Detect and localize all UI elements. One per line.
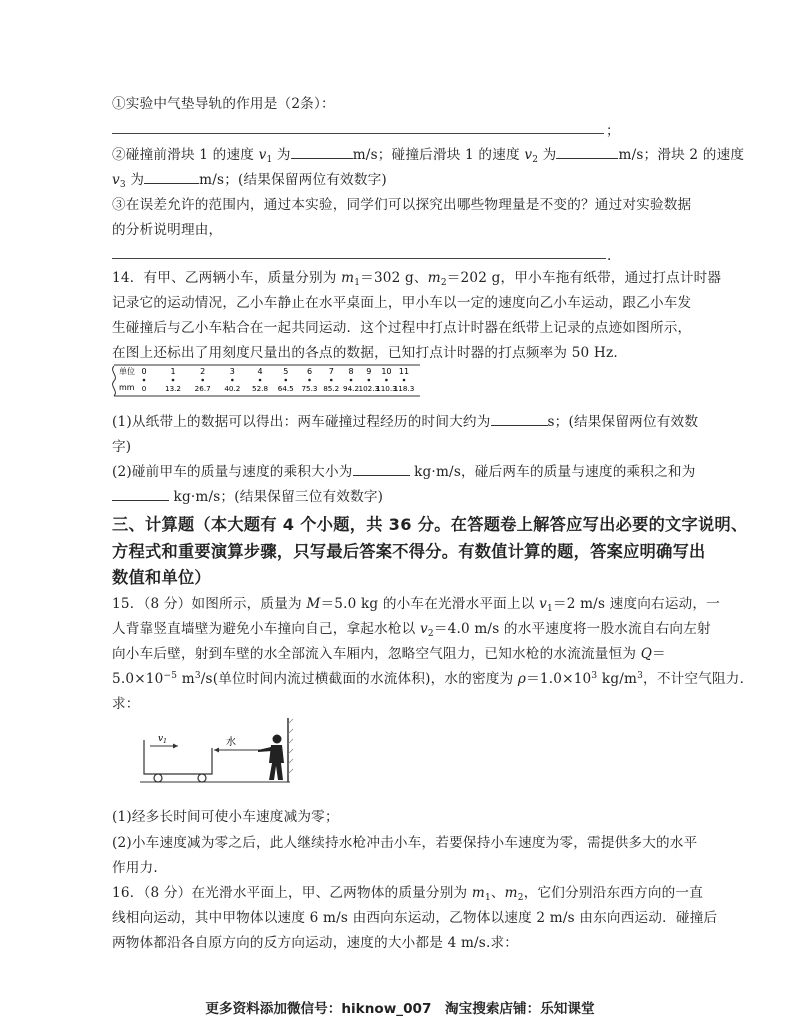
tape-point-index: 0 — [141, 367, 147, 376]
q15-line1: 15．（8 分）如图所示，质量为 M＝5.0 kg 的小车在光滑水平面上以 $v_1=2$ m/s 速度向右运动，一 — [112, 596, 721, 614]
tape-dot — [385, 379, 388, 382]
tape-point-value: 94.2 — [343, 384, 360, 393]
tape-dot — [201, 379, 204, 382]
tape-dot — [350, 379, 353, 382]
answer-blank-line — [112, 133, 604, 134]
tape-tear-edge — [113, 366, 116, 396]
q13-part3-line2: 的分析说明理由， — [112, 222, 223, 238]
answer-blank — [291, 146, 353, 159]
q13-part3-line1: ③在误差允许的范围内，通过本实验，同学们可以探究出哪些物理量是不变的？通过对实验数据 — [112, 197, 692, 213]
q13-part1-end: ； — [606, 123, 620, 139]
section-heading-line3: 数值和单位） — [112, 568, 211, 587]
tape-point-index: 7 — [328, 367, 334, 376]
velocity-arrowhead — [173, 744, 178, 749]
tape-point-index: 4 — [257, 367, 263, 376]
q14-sub1-line1: (1)从纸带上的数据可以得出：两车碰撞过程经历的时间大约为 s；(结果保留两位有效数 — [112, 414, 699, 430]
tape-dot — [368, 379, 371, 382]
tape-dot — [143, 379, 146, 382]
q15-sub1: (1)经多长时间可使小车速度减为零； — [112, 809, 339, 825]
tape-point-value: 13.2 — [165, 384, 182, 393]
tape-dot — [330, 379, 333, 382]
q14-line3: 生碰撞后与乙小车粘合在一起共同运动．这个过程中打点计时器在纸带上记录的点迹如图所示， — [112, 320, 692, 336]
answer-blank — [491, 413, 548, 426]
tape-point-value: 110.3 — [376, 384, 397, 393]
q13-part2-line2: $v_3$ 为 m/s；(结果保留两位有效数字) — [112, 172, 387, 190]
answer-blank-line — [112, 258, 606, 259]
cart-body — [144, 740, 212, 774]
tape-point-value: 102.3 — [358, 384, 380, 393]
q14-sub2-line1: (2)碰前甲车的质量与速度的乘积大小为 kg·m/s，碰后两车的质量与速度的乘积之和为 — [112, 464, 696, 480]
tape-point-index: 5 — [283, 367, 289, 376]
tape-point-value: 118.3 — [393, 384, 415, 393]
answer-blank — [144, 171, 199, 184]
section-heading-line1: 三、计算题（本大题有 4 个小题，共 36 分。在答题卷上解答应写出必要的文字说明、 — [112, 515, 748, 534]
tape-point-value: 64.5 — [277, 384, 294, 393]
q15-sub2-line2: 作用力. — [112, 860, 158, 876]
q15-line5: 求： — [112, 696, 140, 712]
tape-point-index: 8 — [348, 367, 354, 376]
q14-sub1-line2: 字) — [112, 439, 132, 455]
tape-dot — [284, 379, 287, 382]
tape-point-value: 85.2 — [323, 384, 340, 393]
q14-sub2-line2: kg·m/s；(结果保留三位有效数字) — [112, 488, 383, 506]
section-heading-line2: 方程式和重要演算步骤，只写最后答案不得分。有数值计算的题，答案应明确写出 — [112, 542, 706, 561]
person-silhouette — [258, 735, 284, 781]
q15-line2: 人背靠竖直墙壁为避免小车撞向自己，拿起水枪以 $v_2=4.0$ m/s 的水平速度将一股水流自右向左射 — [112, 621, 711, 639]
q13-part2-line1: ②碰撞前滑块 1 的速度 $v_1$ 为 m/s；碰撞后滑块 1 的速度 $v_2$ 为 m/s；滑块 2 的速度 — [112, 147, 745, 165]
tape-point-index: 3 — [229, 367, 235, 376]
water-jet-arrowhead — [214, 748, 219, 753]
page-footer: 更多资料添加微信号：hiknow_007 淘宝搜索店铺：乐知课堂 — [205, 1001, 595, 1017]
tape-point-value: 52.8 — [252, 384, 269, 393]
q15-line4: $5.0\times 10^{-5}$ $m^3/s$(单位时间内流过横截面的水流体积)，水的密度为 $\rho=1.0\times 10^3$ $kg/m^3$，不计空气阻力． — [112, 671, 754, 687]
q16-line1: 16．（8 分）在光滑水平面上，甲、乙两物体的质量分别为 $m_1$、$m_2$，它们分别沿东西方向的一直 — [112, 885, 704, 903]
answer-blank — [353, 463, 410, 476]
q15-line3: 向小车后壁，射到车壁的水全部流入车厢内，忽略空气阻力，已知水枪的水流流量恒为 Q＝ — [112, 646, 666, 662]
tape-point-index: 2 — [200, 367, 206, 376]
answer-blank — [556, 146, 618, 159]
tape-point-value: 0 — [141, 384, 147, 393]
tape-dot — [172, 379, 175, 382]
tape-point-value: 40.2 — [224, 384, 241, 393]
answer-blank — [112, 488, 169, 501]
tape-dot — [403, 379, 406, 382]
tape-unit-label: 单位 — [119, 367, 135, 376]
water-label: 水 — [226, 737, 236, 748]
cart-wheel-right — [198, 774, 206, 782]
velocity-label: $v_1$ — [158, 734, 167, 745]
q16-line3: 两物体都沿各自原方向的反方向运动，速度的大小都是 4 m/s.求： — [112, 935, 519, 951]
tape-point-index: 9 — [366, 367, 372, 376]
tape-dot — [259, 379, 262, 382]
cart-water-gun-figure — [140, 716, 300, 788]
q14-line4: 在图上还标出了用刻度尺量出的各点的数据，已知打点计时器的打点频率为 50 Hz. — [112, 345, 618, 361]
tape-point-value: 75.3 — [301, 384, 318, 393]
q15-sub2-line1: (2)小车速度减为零之后，此人继续持水枪冲击小车，若要保持小车速度为零，需提供多大的水平 — [112, 835, 698, 851]
tape-point-index: 10 — [381, 367, 392, 376]
tape-point-value: 26.7 — [194, 384, 211, 393]
tape-point-index: 6 — [306, 367, 313, 376]
q13-part3-end: . — [607, 248, 612, 264]
tape-point-index: 1 — [170, 367, 176, 376]
tape-dot — [308, 379, 311, 382]
tape-point-index: 11 — [398, 367, 410, 376]
tape-mm-label: mm — [119, 383, 135, 392]
q13-part1: ①实验中气垫导轨的作用是（2条）： — [112, 96, 335, 112]
q14-line2: 记录它的运动情况，乙小车静止在水平桌面上，甲小车以一定的速度向乙小车运动，跟乙小车发 — [112, 295, 692, 311]
q14-line1: 14．有甲、乙两辆小车，质量分别为 $m_1=302$ g、$m_2=202$ g，甲小车拖有纸带，通过打点计时器 — [112, 270, 722, 288]
tape-dot — [231, 379, 234, 382]
paper-tape-figure — [108, 362, 424, 400]
q16-line2: 线相向运动，其中甲物体以速度 6 m/s 由西向东运动，乙物体以速度 2 m/s 由东向西运动．碰撞后 — [112, 910, 718, 926]
cart-wheel-left — [154, 774, 162, 782]
